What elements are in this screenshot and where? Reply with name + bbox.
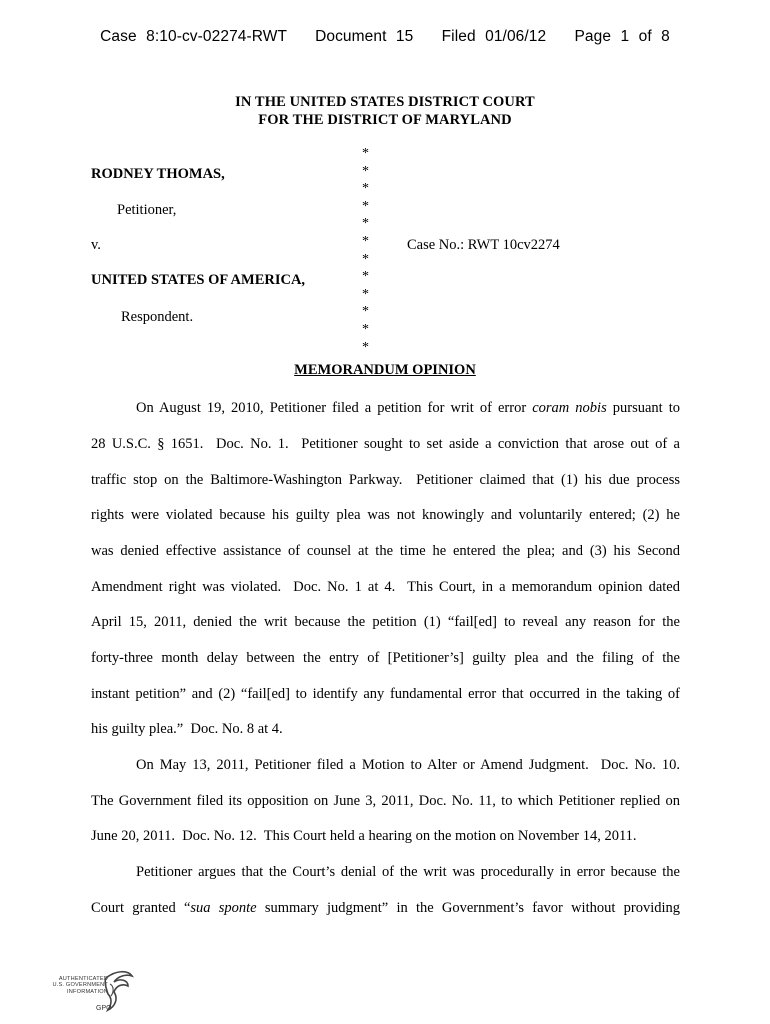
body-line: April 15, 2011, denied the writ because the petition (1) “fail[ed] to reveal any reason for the xyxy=(91,614,680,630)
gpo-logo-text: AUTHENTICATED U.S. GOVERNMENT INFORMATION xyxy=(52,976,108,995)
caption-star: * xyxy=(362,181,369,197)
body-line: his guilty plea.” Doc. No. 8 at 4. xyxy=(91,721,283,737)
petitioner-role: Petitioner, xyxy=(117,202,177,218)
petitioner-name: RODNEY THOMAS, xyxy=(91,166,225,182)
caption-star: * xyxy=(362,251,369,267)
caption-star: * xyxy=(362,163,369,179)
document-title-text: MEMORANDUM OPINION xyxy=(294,362,476,378)
body-line: Court granted “sua sponte summary judgment” in the Government’s favor without providing xyxy=(91,900,680,916)
body-line: On August 19, 2010, Petitioner filed a petition for writ of error coram nobis pursuant to xyxy=(136,400,681,416)
caption-star: * xyxy=(362,322,369,337)
respondent-name: UNITED STATES OF AMERICA, xyxy=(91,272,306,288)
respondent-role: Respondent. xyxy=(121,309,194,325)
caption-star: * xyxy=(362,198,369,214)
court-name-line-2: FOR THE DISTRICT OF MARYLAND xyxy=(258,112,512,128)
body-line: June 20, 2011. Doc. No. 12. This Court held a hearing on the motion on November 14, 2011. xyxy=(91,828,637,844)
caption-star: * xyxy=(362,339,369,355)
versus: v. xyxy=(91,237,101,253)
caption-star: * xyxy=(362,146,369,161)
body-line: 28 U.S.C. § 1651. Doc. No. 1. Petitioner sought to set aside a conviction that arose out of a xyxy=(91,436,680,452)
body-line: Amendment right was violated. Doc. No. 1 at 4. This Court, in a memorandum opinion dated xyxy=(91,579,680,595)
caption-star: * xyxy=(362,234,369,249)
case-number-caption: Case No.: RWT 10cv2274 xyxy=(407,237,560,253)
gpo-authentication-logo xyxy=(34,968,134,1014)
eagle-icon xyxy=(102,968,134,1014)
document-number: Document 15 xyxy=(315,28,414,45)
document-title xyxy=(0,362,770,379)
filing-header xyxy=(0,28,770,46)
body-line: instant petition” and (2) “fail[ed] to identify any fundamental error that occurred in the taking of xyxy=(91,686,680,702)
body-line: was denied effective assistance of counsel at the time he entered the plea; and (3) his Second xyxy=(91,543,680,559)
body-line: On May 13, 2011, Petitioner filed a Motion to Alter or Amend Judgment. Doc. No. 10. xyxy=(136,757,680,773)
caption-star: * xyxy=(362,269,369,285)
body-line: The Government filed its opposition on June 3, 2011, Doc. No. 11, to which Petitioner replied on xyxy=(91,793,680,809)
body-line: traffic stop on the Baltimore-Washington Parkway. Petitioner claimed that (1) his due process xyxy=(91,472,680,488)
body-line: rights were violated because his guilty plea was not knowingly and voluntarily entered; (2) he xyxy=(91,507,680,523)
case-number: Case 8:10-cv-02274-RWT xyxy=(100,28,287,45)
caption-star: * xyxy=(362,304,369,320)
caption-star: * xyxy=(362,216,369,232)
body-line: Petitioner argues that the Court’s denial of the writ was procedurally in error because the xyxy=(136,864,680,880)
page-indicator: Page 1 of 8 xyxy=(574,28,670,45)
filed-date: Filed 01/06/12 xyxy=(441,28,547,45)
gpo-mark: GPO xyxy=(96,1005,112,1012)
body-line: forty-three month delay between the entry of [Petitioner’s] guilty plea and the filing of the xyxy=(91,650,680,666)
court-name-line-1: IN THE UNITED STATES DISTRICT COURT xyxy=(235,94,535,110)
caption-star: * xyxy=(362,286,369,302)
